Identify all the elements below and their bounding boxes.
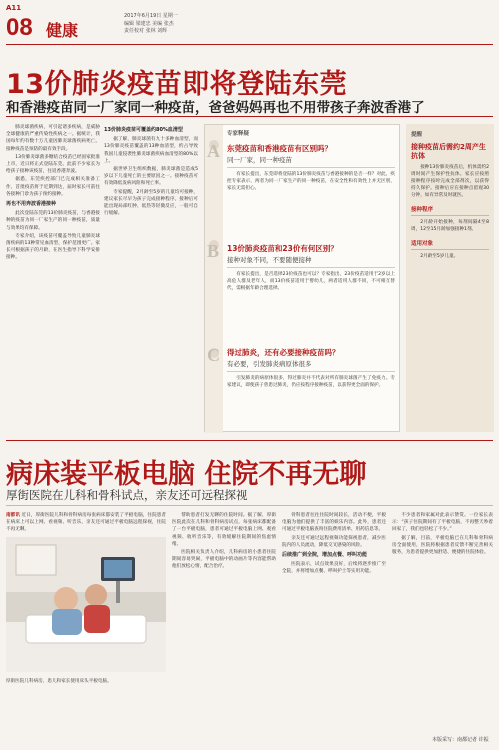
paragraph: 肺炎球菌疾病，可引起诸多疾病，是威胁全球健康的严重传染性疾病之一。据统计，我国每年约有数十万儿童因肺炎球菌疾病死亡。接种疫苗是预防的最有效手段。 <box>6 125 100 152</box>
paragraph: 亲友还可通过远程视频功能探视患者，减少医院内的人员流动，降低交叉感染的风险。 <box>282 535 386 548</box>
qa-answer-summary: 有必要，引发肺炎病原体很多 <box>227 360 312 368</box>
reminder-body: 接种13价肺炎疫苗后，机体需约2周时间产生保护性抗体。家长应按照接种程序按时完成全部剂次，以获得持久保护。接种后应在接种点留观30分钟，如有异常及时就医。 <box>411 165 489 198</box>
qa-letter: A <box>207 141 220 161</box>
paragraph: 据悉，东莞疾控部门已完成相关准备工作，首批疫苗将于近期到达，届时家长可前往各接种门诊为孩子预约接种。 <box>6 177 100 197</box>
decorative-stripe-icon <box>205 125 223 433</box>
article2-rule <box>6 505 493 506</box>
schedule-body: 2月龄开始接种，每剂间隔4至8周，12至15月龄加强接种1剂。 <box>411 220 489 232</box>
subheading: 13价肺炎疫苗可覆盖约80%血清型 <box>104 127 183 133</box>
article1-column-1 <box>6 124 100 434</box>
subheading: 后续推广到全院，增加点餐、呼叫功能 <box>282 552 368 559</box>
qa-item-b <box>207 241 395 292</box>
schedule-rule <box>411 215 489 216</box>
qa-body: 有家长提出，是否选择23价疫苗也可以？专家指出，23价疫苗适用于2岁以上高危人群及老年人，而13价疫苗适用于婴幼儿，两者适用人群不同，不可相互替代，需根据年龄合理选择。 <box>227 272 395 291</box>
paragraph: 专家提醒，2月龄至5岁的儿童均可接种，建议家长尽早为孩子完成接种程序。接种后可能出现局部红肿、低热等轻微反应，一般可自行缓解。 <box>104 189 198 217</box>
page-number: 08 <box>6 14 33 41</box>
article1-column-2 <box>104 124 198 434</box>
photo-caption: 厚街医院儿科病房，患儿和家长使用床头平板电脑。 <box>6 679 112 684</box>
paragraph: 帮助患者打发无聊的住院时间。据了解，厚街医院此次在儿科和骨科病房试点，每张病床都配备了一台平板电脑，患者可通过平板电脑上网、观看视频、收听音乐等，有效缓解住院期间的焦虑情绪。 <box>172 513 276 547</box>
eligibility-rule <box>411 249 489 250</box>
subheading: 再也不用奔波香港接种 <box>6 201 57 208</box>
lead-source: 南都讯 <box>6 513 20 518</box>
section-divider <box>6 440 493 441</box>
article2-title: 病床装平板电脑 住院不再无聊 <box>6 459 367 490</box>
qa-question: 得过肺炎，还有必要接种疫苗吗？ <box>227 348 340 357</box>
qa-body: 有家长提出，东莞即将登陆的13价肺炎疫苗与香港接种的是否一样？对此，疾控专家表示，两者为同一厂家生产的同一种疫苗，在安全性和有效性上并无区别，家长无需担心。 <box>227 172 395 191</box>
reminder-title: 接种疫苗后需约2周产生抗体 <box>411 143 486 160</box>
paragraph: 13价肺炎球菌多糖结合疫苗已经国家批准上市，近日将正式登陆东莞。此前不少家长为给孩子接种该疫苗，往返香港奔波。 <box>6 154 100 175</box>
meta-date: 2017年6月19日 星期一 <box>124 13 178 19</box>
meta-editors: 编辑 梁建忠 美编 张杰 <box>124 20 174 27</box>
lead-text: 近日，厚街医院儿科和骨科病房每张病床都安装了平板电脑，住院患者在病床上可以上网、看视频、听音乐，亲友还可通过平板电脑远程探视，住院不再无聊。 <box>6 513 166 532</box>
reminder-tag: 提醒 <box>411 132 423 138</box>
qa-answer-summary: 同一厂家，同一种疫苗 <box>227 156 292 164</box>
reminder-sidebar <box>406 124 494 432</box>
paragraph: 据了解，肺炎球菌有九十多种血清型，而13价肺炎疫苗覆盖的13种血清型，约占导致我国儿童侵袭性肺炎球菌疾病血清型的80%以上。 <box>104 137 198 164</box>
article2-lead-and-photo <box>6 512 166 742</box>
page-header <box>0 0 499 52</box>
paragraph: 据世界卫生组织数据，肺炎球菌是造成5岁以下儿童死亡的主要原因之一。接种疫苗可有效降低发病风险和死亡率。 <box>104 167 198 187</box>
qa-rule <box>227 371 395 372</box>
qa-rule <box>227 267 395 268</box>
qa-item-a <box>207 141 395 192</box>
eligibility-body: 2月龄至5岁儿童。 <box>420 254 459 259</box>
paper-logo: A11 <box>6 4 22 12</box>
paragraph: 专家介绍，该疫苗可覆盖导致儿童肺炎球菌疾病的13种常见血清型，保护范围更广。家长可根据孩子的月龄，在医生指导下科学安排接种。 <box>6 233 100 261</box>
header-rule <box>6 44 493 45</box>
qa-answer-summary: 接种对象不同，不要随便接种 <box>227 256 312 264</box>
qa-question: 东莞疫苗和香港疫苗有区别吗？ <box>227 144 332 153</box>
editor-meta <box>124 13 178 36</box>
qa-letter: B <box>207 241 220 261</box>
expert-qa-box <box>204 124 400 432</box>
article1-subtitle: 和香港疫苗同一厂家同一种疫苗，爸爸妈妈再也不用带孩子奔波香港了 <box>6 100 425 116</box>
qa-body: 引发肺炎的病原体很多，得过肺炎并不代表对所有肺炎球菌产生了免疫力。专家建议，即使孩子曾患过肺炎，仍应按程序接种疫苗，以获得更全面的保护。 <box>227 376 395 388</box>
qa-letter: C <box>207 345 220 365</box>
paragraph: 据了解，目前，平板电脑已在儿科和骨科病房全面使用，医院将根据患者反馈不断完善相关服务，为患者提供更加舒适、便捷的住院体验。 <box>392 535 493 556</box>
paragraph: 此次登陆东莞的13价肺炎疫苗，与香港接种的疫苗为同一厂家生产的同一种疫苗，质量与效果均有保障。 <box>6 211 100 231</box>
hospital-ward-photo <box>6 537 166 672</box>
article1-title: 13价肺炎疫苗即将登陆东莞 <box>6 69 348 100</box>
paragraph: 骨科患者往往住院时间较长，活动不便，平板电脑为他们提供了丰富的娱乐内容。此外，患者还可通过平板电脑查询住院费用清单、用药信息等。 <box>282 513 386 533</box>
byline: 本版采写：南都记者 许振 <box>432 737 489 743</box>
article2-column-4 <box>392 512 493 734</box>
article2-column-3 <box>282 512 386 742</box>
paragraph: 医院相关负责人介绍，儿科病房的小患者住院期间容易哭闹，平板电脑中的动画片等内容能帮助他们放松心情，配合治疗。 <box>172 550 276 570</box>
schedule-heading: 接种程序 <box>411 207 434 213</box>
paragraph: 医院表示，试点效果良好，后续将逐步推广至全院，并将增加点餐、呼叫护士等实用功能。 <box>282 562 386 575</box>
article2-column-2 <box>172 512 276 742</box>
article1-rule <box>6 116 493 117</box>
article2-subtitle: 厚街医院在儿科和骨科试点，亲友还可远程探视 <box>6 488 248 502</box>
qa-rule <box>227 167 395 168</box>
paragraph: 不少患者和家属对此表示赞赏。一位家长表示：“孩子住院期间有了平板电脑，不再整天吵着回家了，我们也轻松了不少。” <box>392 513 493 533</box>
section-title: 健康 <box>46 21 79 40</box>
meta-proof: 责任校对 张林 刘辉 <box>124 28 168 34</box>
qa-question: 13价肺炎疫苗和23价有何区别？ <box>227 244 338 253</box>
expert-tag: 专家释疑 <box>227 131 250 137</box>
article2-lead <box>6 512 166 533</box>
qa-item-c <box>207 345 395 389</box>
eligibility-heading: 适用对象 <box>411 241 434 247</box>
